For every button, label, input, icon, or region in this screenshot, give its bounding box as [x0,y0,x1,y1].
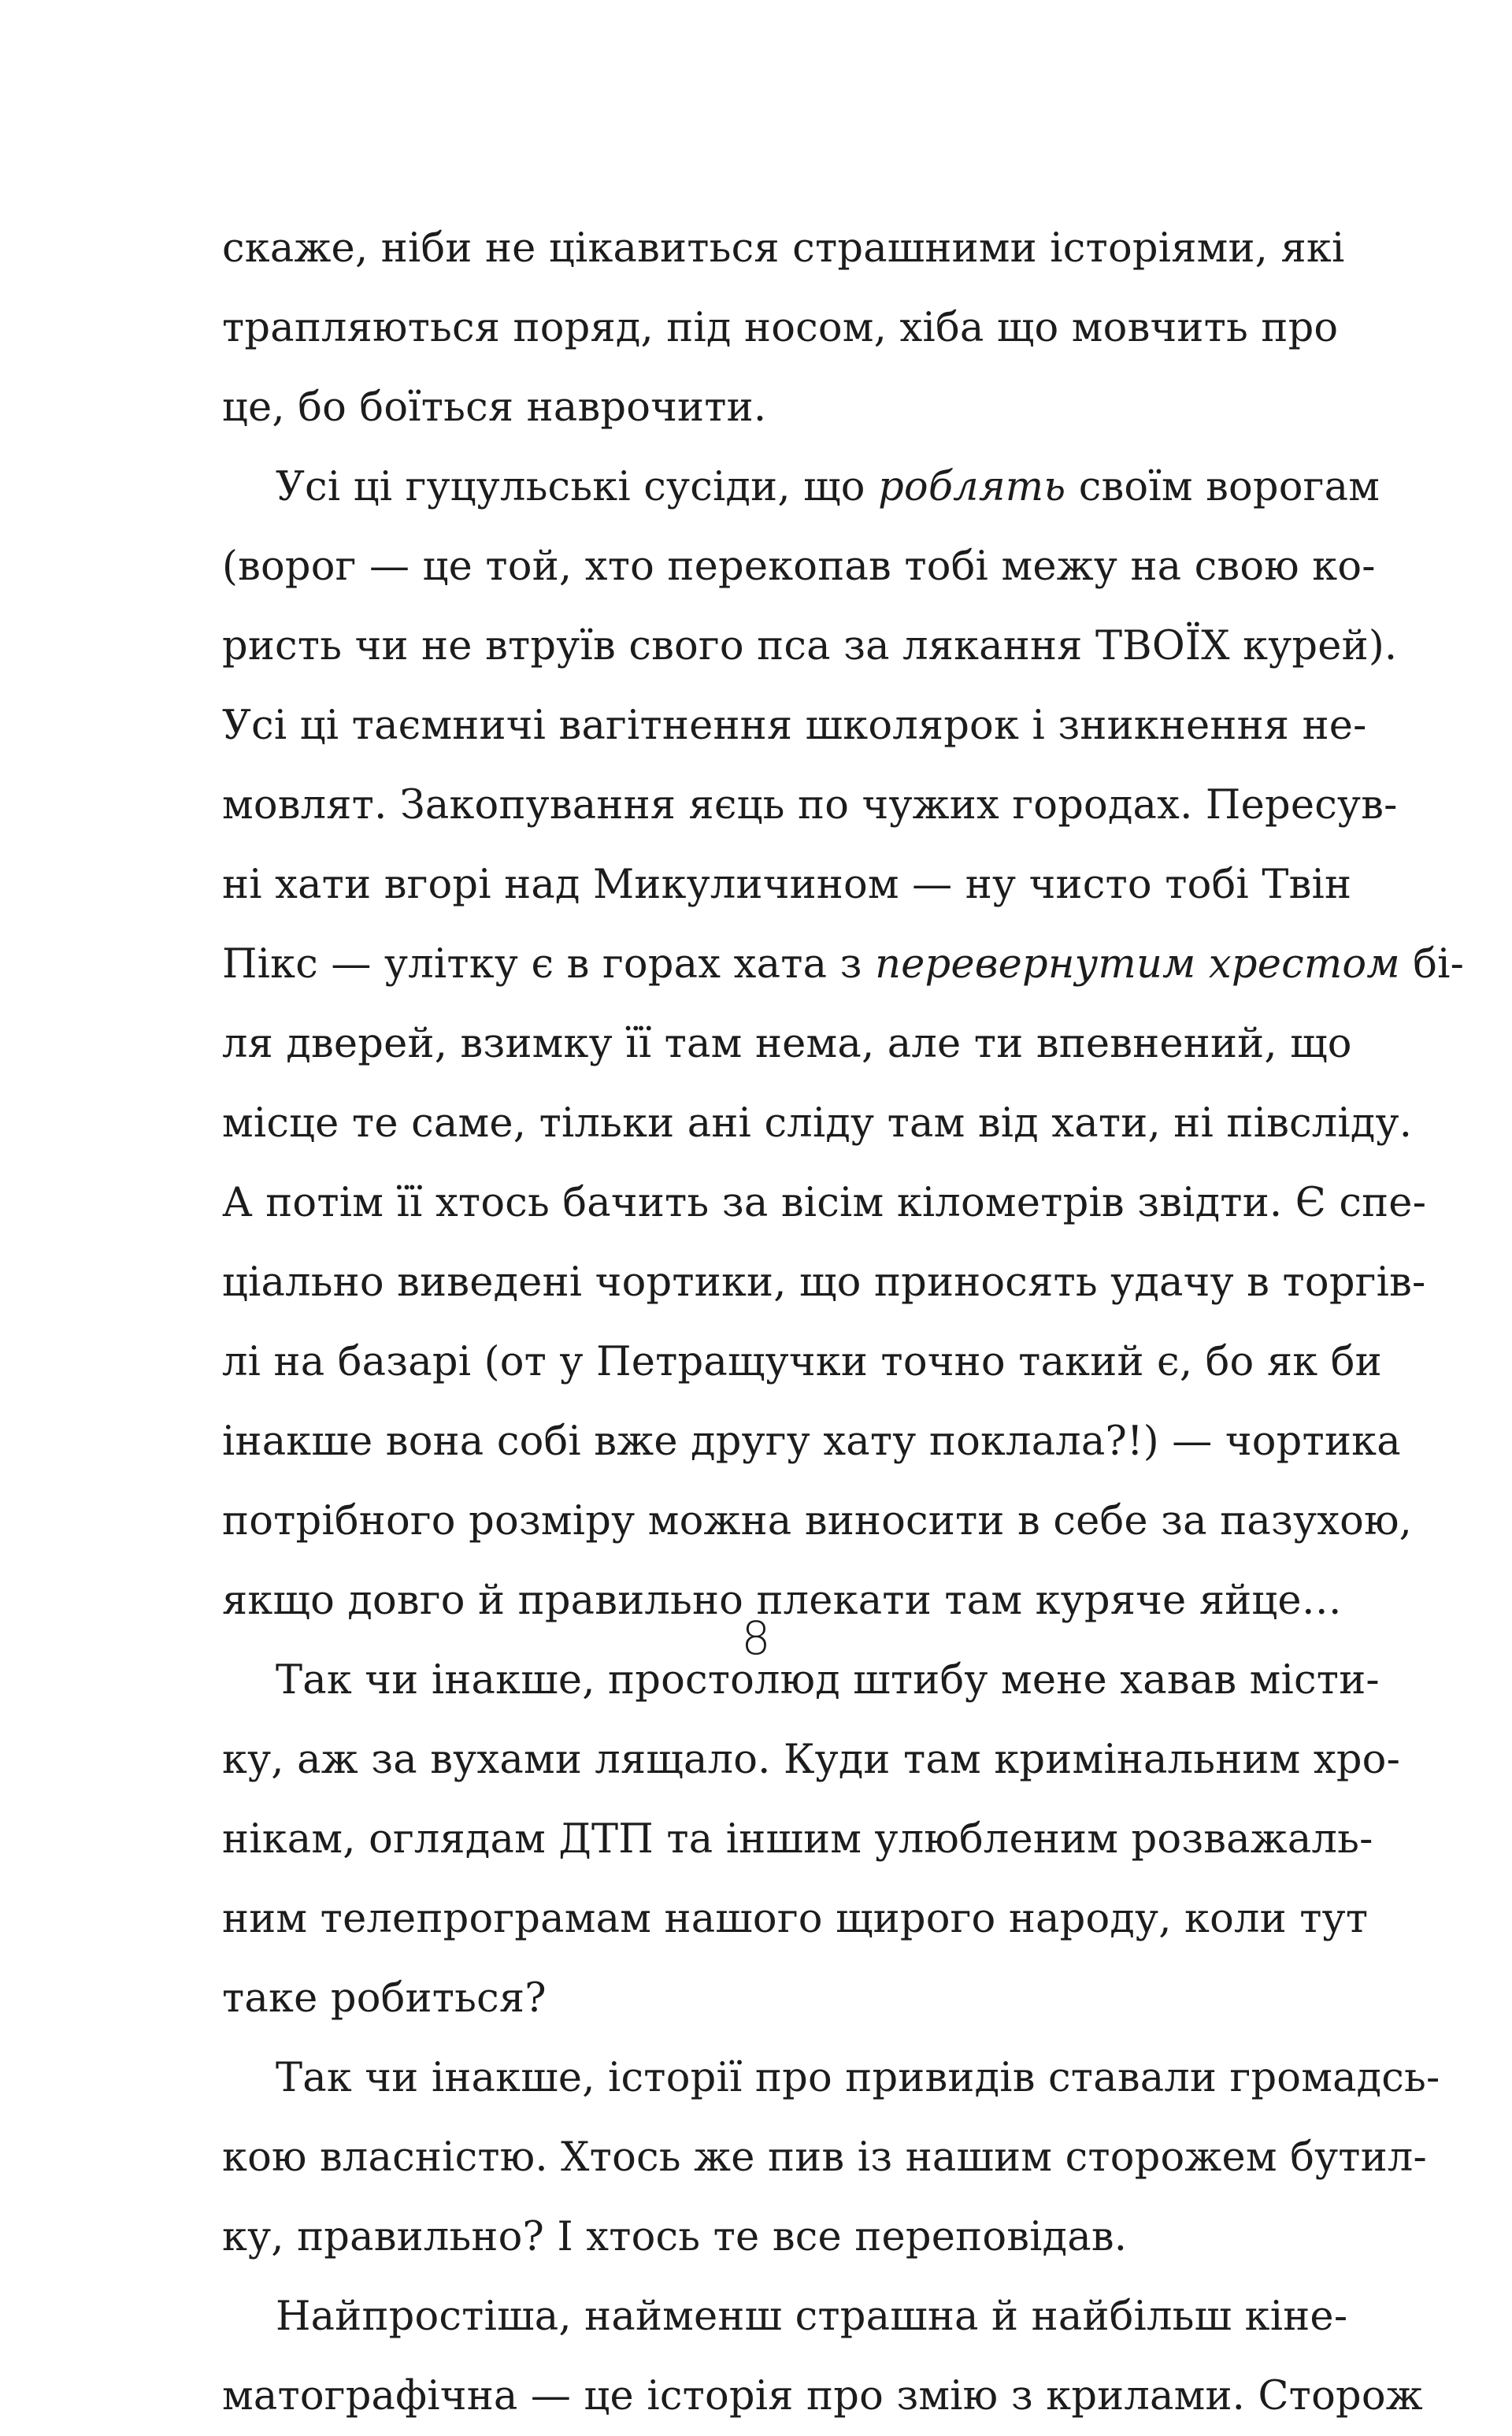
text-line: Так чи інакше, історії про привидів ставали громадсь- [276,2055,1440,2101]
text-line: це, бо боїться наврочити. [222,384,767,431]
text-line: інакше вона собі вже другу хату поклала?!) — чортика [222,1418,1401,1465]
text-line: Найпростіша, найменш страшна й найбільш кіне- [276,2293,1348,2340]
text-line: місце те саме, тільки ані сліду там від хати, ні півсліду. [222,1100,1413,1147]
text-line: ні хати вгорі над Микуличином — ну чисто тобі Твін [222,862,1352,908]
text-line: Так чи інакше, простолюд штибу мене хавав місти- [276,1657,1380,1704]
italic-text: перевернутим хрестом [875,941,1400,988]
text-line: таке робиться? [222,1975,547,2022]
text-line: ним телепрограмам нашого щирого народу, коли тут [222,1896,1369,1942]
text-line: матографічна — це історія про змію з крилами. Сторож [222,2373,1423,2419]
text-line: ку, правильно? І хтось те все переповідав. [222,2214,1128,2260]
text-line: потрібного розміру можна виносити в себе за пазухою, [222,1498,1413,1544]
text-line: ля дверей, взимку її там нема, але ти впевнений, що [222,1021,1352,1067]
book-page-text [222,209,1465,2436]
text-line: нікам, оглядам ДТП та іншим улюбленим розважаль- [222,1816,1373,1863]
text-line: трапляються поряд, під носом, хіба що мовчить про [222,305,1339,351]
text-line: А потім її хтось бачить за вісім кілометрів звідти. Є спе- [222,1180,1427,1226]
italic-text: роблять [878,464,1066,510]
text-line: мовлят. Закопування яєць по чужих городах. Пересув- [222,782,1398,829]
text-run: своїм ворогам [1065,464,1380,510]
text-line: ку, аж за вухами лящало. Куди там кримінальним хро- [222,1737,1400,1783]
text-run: Пікс — улітку є в горах хата з [222,941,876,988]
text-line: лі на базарі (от у Петращучки точно такий є, бо як би [222,1339,1382,1385]
text-line [222,447,1380,527]
text-run: Усі ці гуцульські сусіди, що [276,464,879,510]
text-line: (ворог — це той, хто перекопав тобі межу на свою ко- [222,543,1376,590]
text-line: якщо довго й правильно плекати там куряче яйце… [222,1578,1342,1624]
text-line: кою власністю. Хтось же пив із нашим сторожем бутил- [222,2134,1427,2181]
text-line: ціально виведені чортики, що приносять удачу в торгів- [222,1259,1426,1306]
text-line [222,925,1465,1004]
text-line: скаже, ніби не цікавиться страшними історіями, які [222,225,1345,272]
page-number: 8 [741,1611,771,1665]
text-run: бі- [1399,941,1465,988]
text-line: Усі ці таємничі вагітнення школярок і зникнення не- [222,703,1367,749]
text-line: ристь чи не втруїв свого пса за лякання ТВОЇХ курей). [222,623,1398,669]
